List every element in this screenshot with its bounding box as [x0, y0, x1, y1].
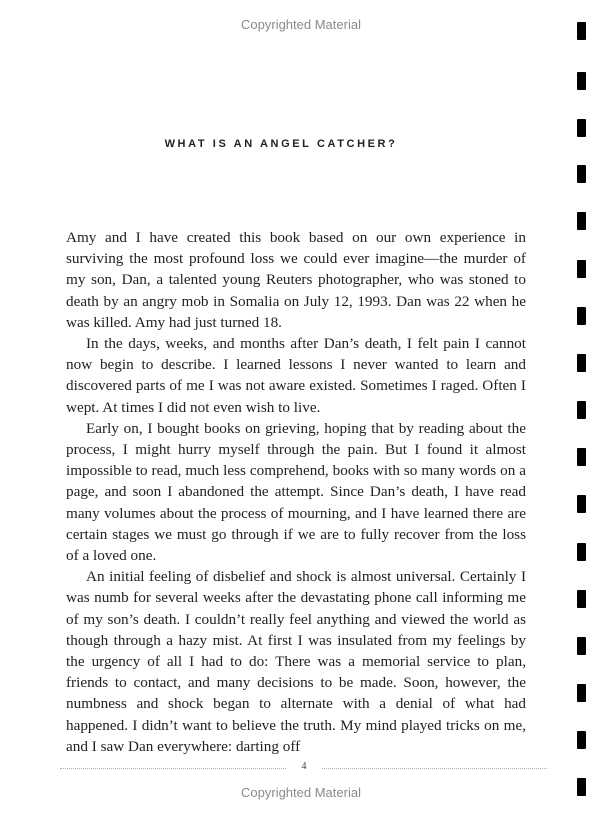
footer-rule-right — [322, 768, 547, 769]
binding-mark — [577, 731, 586, 749]
binding-mark — [577, 495, 586, 513]
binding-mark — [577, 543, 586, 561]
binding-mark — [577, 72, 586, 90]
binding-marks — [577, 0, 591, 819]
binding-mark — [577, 307, 586, 325]
body-text — [66, 227, 526, 757]
binding-mark — [577, 637, 586, 655]
chapter-title: WHAT IS AN ANGEL CATCHER? — [164, 138, 398, 150]
binding-mark — [577, 212, 586, 230]
binding-mark — [577, 354, 586, 372]
binding-mark — [577, 778, 586, 796]
binding-mark — [577, 590, 586, 608]
page-number: 4 — [301, 761, 307, 772]
paragraph: Early on, I bought books on grieving, hoping that by reading about the process, I might hurry myself through the pain. But I found it almost impossible to read, much less comprehend, books with so many words on a page, and soon I abandoned the attempt. Since Dan’s death, I have read many volumes about the process of mourning, and I have learned there are certain stages we must go through if we are to fully recover from the loss of a loved one. — [66, 419, 526, 565]
paragraph: In the days, weeks, and months after Dan’s death, I felt pain I cannot now begin to describe. I learned lessons I never wanted to learn and discovered parts of me I was not aware existed. Sometimes I raged. Often I wept. At times I did not even wish to live. — [66, 335, 526, 416]
footer-rule-left — [60, 768, 286, 769]
paragraph: An initial feeling of disbelief and shock is almost universal. Certainly I was numb for several weeks after the devastating phone call informing me of my son’s death. I couldn’t really feel anything and viewed the world as though through a hazy mist. At first I was insulated from my feelings by the urgency of all I had to do: There was a memorial service to plan, friends to contact, and many decisions to be made. Soon, however, the numbness and shock began to alternate with a denial of what had happened. I didn’t want to believe the truth. My mind played tricks on me, and I saw Dan everywhere: darting off — [66, 568, 526, 755]
binding-mark — [577, 684, 586, 702]
copyright-watermark-bottom: Copyrighted Material — [241, 785, 361, 800]
binding-mark — [577, 22, 586, 40]
binding-mark — [577, 401, 586, 419]
binding-mark — [577, 448, 586, 466]
binding-mark — [577, 119, 586, 137]
paragraph: Amy and I have created this book based on our own experience in surviving the most profound loss we could ever imagine—the murder of my son, Dan, a talented young Reuters photographer, who was stoned to death by an angry mob in Somalia on July 12, 1993. Dan was 22 when he was killed. Amy had just turned 18. — [66, 229, 526, 331]
copyright-watermark-top: Copyrighted Material — [241, 17, 361, 32]
binding-mark — [577, 165, 586, 183]
binding-mark — [577, 260, 586, 278]
